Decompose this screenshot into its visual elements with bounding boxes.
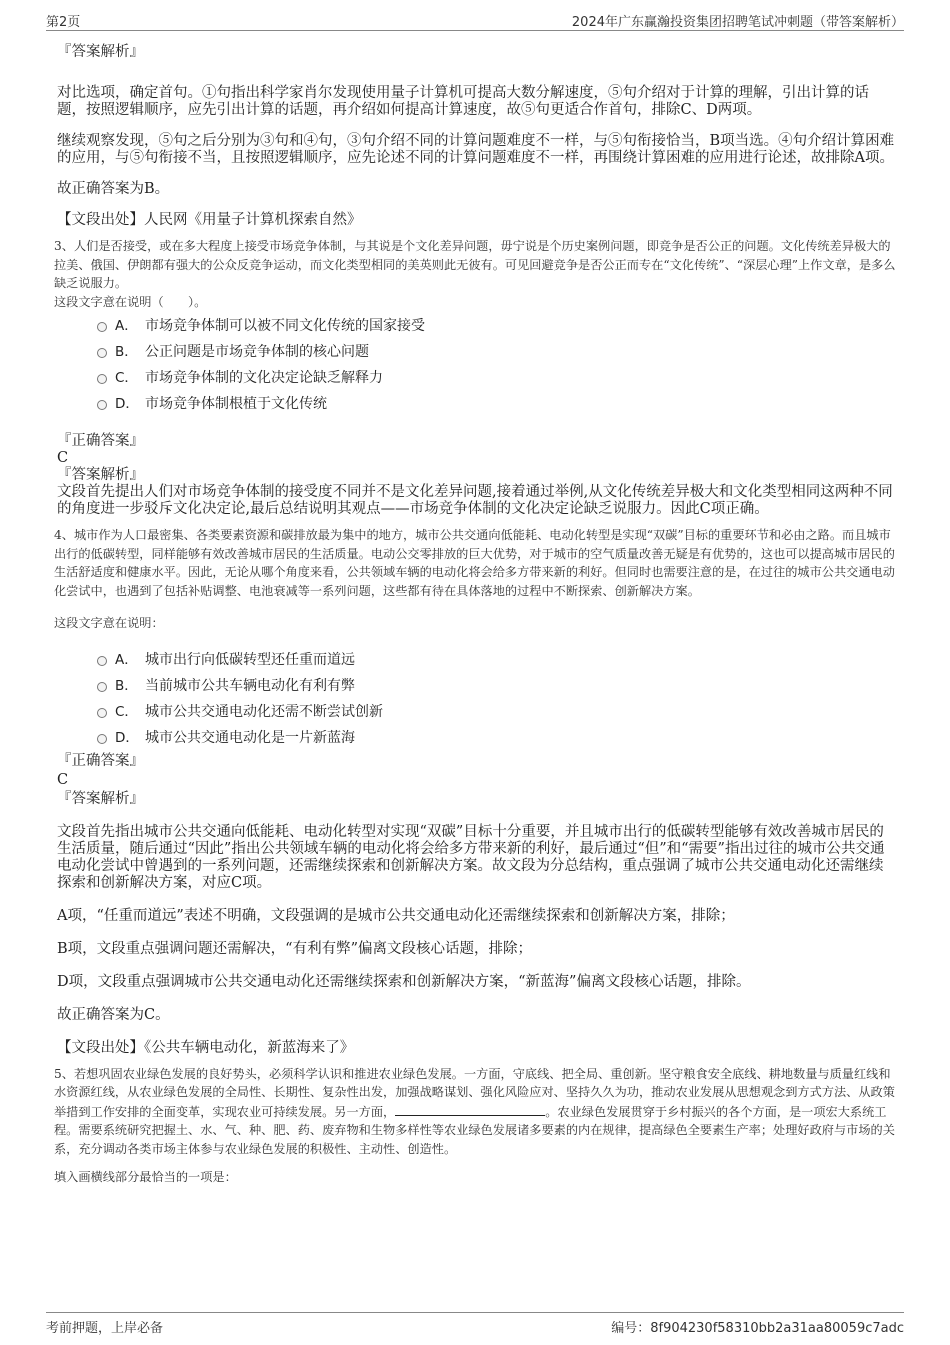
q4-option-b[interactable]: B． 当前城市公共车辆电动化有利有弊 (57, 673, 897, 699)
radio-icon[interactable] (97, 708, 107, 718)
q3-option-a[interactable]: A． 市场竞争体制可以被不同文化传统的国家接受 (57, 313, 897, 339)
q4-elimination-b: B项，文段重点强调问题还需解决，“有利有弊”偏离文段核心话题，排除； (57, 940, 532, 957)
q2-analysis-para1: 对比选项，确定首句。①句指出科学家肖尔发现使用量子计算机可提高大数分解速度，⑤句介绍对于计算的理解，引出计算的话题，按照逻辑顺序，应先引出计算的话题，再介绍如何提高计算速度，故⑤句更适合作首句，排除C、D两项。 (57, 85, 869, 118)
page-number: 第2页 (46, 15, 81, 30)
q5-stem-after-blank: 。农业绿色发展贯穿于乡村振兴的各个方面，是一项宏大系统工程。需要系统研究把握土、水、气、种、肥、药、废弃物和生物多样性等农业绿色发展诸多要素的内在规律，提高绿色全要素生产率；处理好政府与市场的关系，充分调动各类市场主体参与农业绿色发展的积极性、主动性、创造性。 (54, 1104, 895, 1156)
q4-option-d[interactable]: D． 城市公共交通电动化是一片新蓝海 (57, 725, 897, 751)
q4-analysis: 文段首先指出城市公共交通向低能耗、电动化转型对实现“双碳”目标十分重要，并且城市出行的低碳转型能够有效改善城市居民的生活质量，随后通过“因此”指出公共领域车辆的电动化将会给多方带来新的利好，最后通过“但”和“需要”指出过往的城市公共交通电动化尝试中曾遇到的一系列问题，还需继续探索和创新解决方案。故文段为分总结构，重点强调了城市公共交通电动化还需继续探索和创新解决方案，对应C项。 (57, 823, 885, 891)
q4-elimination-a: A项，“任重而道远”表述不明确，文段强调的是城市公共交通电动化还需继续探索和创新解决方案，排除； (57, 907, 735, 924)
q5-prompt: 填入画横线部分最恰当的一项是： (54, 1170, 237, 1184)
q4-answer-label: 『正确答案』 (57, 752, 144, 769)
q3-stem: 3、人们是否接受，或在多大程度上接受市场竞争体制，与其说是个文化差异问题，毋宁说是个历史案例问题，即竞争是否公正的问题。文化传统差异极大的拉美、俄国、伊朗都有强大的公众反竞争运动，而文化类型相同的美英则此无彼有。可见回避竞争是否公正而专在“文化传统”、“深层心理”上作文章，是多么缺乏说服力。 (54, 239, 896, 290)
q2-analysis-label: 『答案解析』 (57, 44, 144, 60)
q3-analysis: 文段首先提出人们对市场竞争体制的接受度不同并不是文化差异问题,接着通过举例,从文化传统差异极大和文化类型相同这两种不同的角度进一步驳斥文化决定论,最后总结说明其观点——市场竞争体制的文化决定论缺乏说服力。因此C项正确。 (57, 484, 893, 517)
q4-options (57, 647, 897, 751)
q2-source: 【文段出处】人民网《用量子计算机探索自然》 (57, 212, 362, 228)
q3-answer: C (57, 450, 69, 466)
q3-analysis-label: 『答案解析』 (57, 467, 144, 483)
radio-icon[interactable] (97, 656, 107, 666)
page-footer (46, 1312, 904, 1337)
radio-icon[interactable] (97, 734, 107, 744)
radio-icon[interactable] (97, 400, 107, 410)
q4-elimination-d: D项，文段重点强调城市公共交通电动化还需继续探索和创新解决方案，“新蓝海”偏离文段核心话题，排除。 (57, 973, 751, 990)
q4-prompt: 这段文字意在说明： (54, 616, 164, 630)
q4-analysis-label: 『答案解析』 (57, 790, 144, 807)
radio-icon[interactable] (97, 682, 107, 692)
document-id: 编号：8f904230f58310bb2a31aa80059c7adc (611, 1321, 904, 1336)
radio-icon[interactable] (97, 322, 107, 332)
q3-option-d[interactable]: D． 市场竞争体制根植于文化传统 (57, 391, 897, 417)
q3-prompt: 这段文字意在说明（ ）。 (54, 294, 207, 309)
q2-conclusion: 故正确答案为B。 (57, 181, 170, 197)
q4-stem: 4、城市作为人口最密集、各类要素资源和碳排放最为集中的地方，城市公共交通向低能耗、电动化转型是实现“双碳”目标的重要环节和必由之路。而且城市出行的低碳转型，同样能够有效改善城市居民的生活质量。电动公交零排放的巨大优势，对于城市的空气质量改善无疑是有优势的，这也可以提高城市居民的生活舒适度和健康水平。因此，无论从哪个角度来看，公共领域车辆的电动化将会给多方带来新的利好。但同时也需要注意的是，在过往的城市公共交通电动化尝试中，也遇到了包括补贴调整、电池衰减等一系列问题，这些都有待在具体落地的过程中不断探索、创新解决方案。 (54, 528, 895, 598)
q3-option-b[interactable]: B． 公正问题是市场竞争体制的核心问题 (57, 339, 897, 365)
radio-icon[interactable] (97, 374, 107, 384)
q3-option-c[interactable]: C． 市场竞争体制的文化决定论缺乏解释力 (57, 365, 897, 391)
q2-analysis-para2: 继续观察发现，⑤句之后分别为③句和④句，③句介绍不同的计算问题难度不一样，与⑤句衔接恰当，B项当选。④句介绍计算困难的应用，与⑤句衔接不当，且按照逻辑顺序，应先论述不同的计算问题难度不一样，再围绕计算困难的应用进行论述，故排除A项。 (57, 133, 895, 166)
q4-source: 【文段出处】《公共车辆电动化，新蓝海来了》 (57, 1039, 355, 1056)
page-content (54, 40, 897, 1187)
page-header (46, 8, 904, 31)
q4-option-a[interactable]: A． 城市出行向低碳转型还任重而道远 (57, 647, 897, 673)
footer-slogan: 考前押题，上岸必备 (46, 1321, 164, 1336)
q5-stem-before-blank: 5、若想巩固农业绿色发展的良好势头，必须科学认识和推进农业绿色发展。一方面，守底线、把全局、重创新。坚守粮食安全底线、耕地数量与质量红线和水资源红线，从农业绿色发展的全局性、长期性、复杂性出发，加强战略谋划、强化风险应对、坚持久久为功，推动农业发展从思想观念到方式方法、从政策举措到工作安排的全面变革，实现农业可持续发展。另一方面， (54, 1066, 895, 1119)
q4-option-c[interactable]: C． 城市公共交通电动化还需不断尝试创新 (57, 699, 897, 725)
fill-in-blank[interactable] (395, 1102, 545, 1116)
q3-answer-label: 『正确答案』 (57, 433, 144, 449)
q4-answer: C (57, 771, 69, 788)
document-title: 2024年广东赢瀚投资集团招聘笔试冲刺题（带答案解析） (571, 15, 904, 30)
radio-icon[interactable] (97, 348, 107, 358)
q4-conclusion: 故正确答案为C。 (57, 1006, 170, 1023)
q5-stem (54, 1065, 897, 1159)
q3-options (57, 313, 897, 417)
